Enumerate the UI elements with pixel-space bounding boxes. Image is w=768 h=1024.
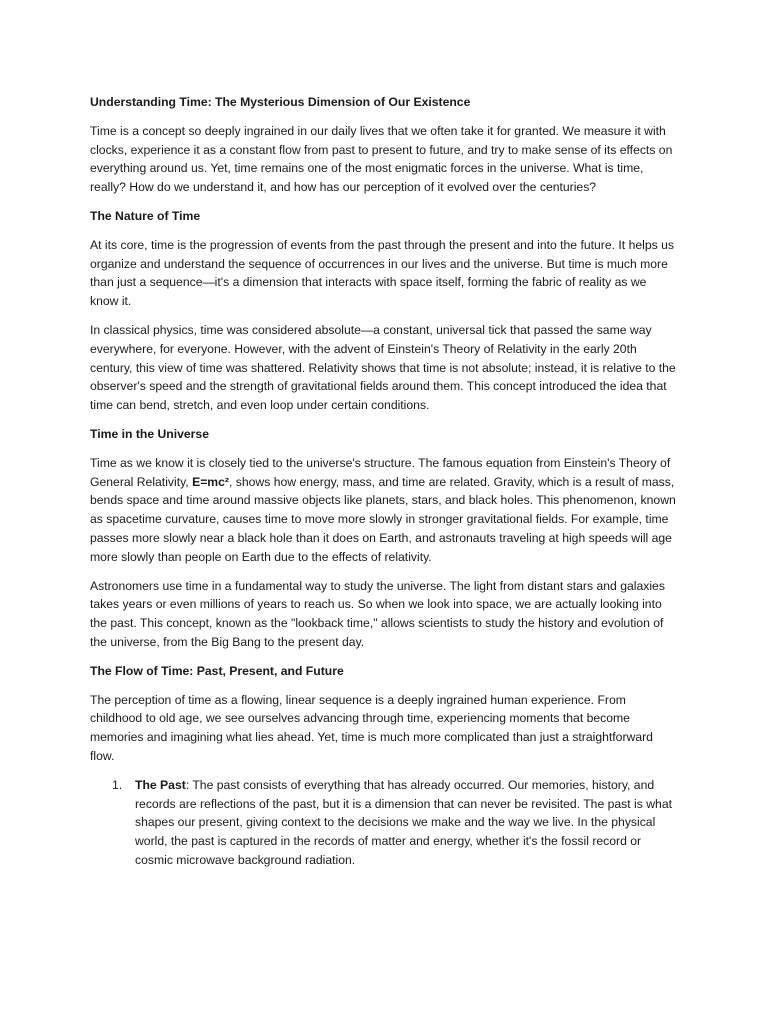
nature-paragraph-1: At its core, time is the progression of events from the past through the present and into the future. It helps us organize and understand the sequence of occurrences in our lives and the universe. But time is much more than just a sequence—it's a dimension that interacts with space itself, forming the fabric of reality as we know it. <box>90 237 674 309</box>
flow-paragraph-1: The perception of time as a flowing, linear sequence is a deeply ingrained human experience. From childhood to old age, we see ourselves advancing through time, experiencing moments that become memories and imagining what lies ahead. Yet, time is much more complicated than just a straightforward flow. <box>90 692 653 763</box>
nature-paragraph-2: In classical physics, time was considered absolute—a constant, universal tick that passed the same way everywhere, for everyone. However, with the advent of Einstein's Theory of Relativity in the early 20th century, this view of time was shattered. Relativity shows that time is not absolute; instead, it is relative to the observer's speed and the strength of gravitational fields around them. This concept introduced the idea that time can bend, stretch, and even loop under certain conditions. <box>90 322 676 413</box>
list-item <box>90 776 678 870</box>
section-heading-flow-of-time: The Flow of Time: Past, Present, and Future <box>90 663 344 678</box>
intro-paragraph: Time is a concept so deeply ingrained in our daily lives that we often take it for granted. We measure it with clocks, experience it as a constant flow from past to present to future, and try to make sense of its effects on everything around us. Yet, time remains one of the most enigmatic forces in the universe. What is time, really? How do we understand it, and how has our perception of it evolved over the centuries? <box>90 123 673 195</box>
list-item-text: : The past consists of everything that has already occurred. Our memories, history, and records are reflections of the past, but it is a dimension that can never be revisited. The past is what shapes our present, giving context to the decisions we make and the way we live. In the physical world, the past is captured in the records of matter and energy, whether it's the fossil record or cosmic microwave background radiation. <box>135 777 672 867</box>
time-list <box>90 776 678 870</box>
list-item-number: 1. <box>112 777 123 792</box>
universe-paragraph-1 <box>90 454 678 567</box>
universe-p1-before: Time as we know it is closely tied to the universe's structure. The famous equation from Einstein's Theory of General Relativity, <box>90 455 671 489</box>
equation-text: E=mc² <box>192 474 229 489</box>
section-heading-nature-of-time: The Nature of Time <box>90 208 201 223</box>
list-item-term: The Past <box>135 777 186 792</box>
document-title: Understanding Time: The Mysterious Dimension of Our Existence <box>90 95 471 109</box>
section-heading-time-in-universe: Time in the Universe <box>90 426 209 441</box>
universe-p1-after: , shows how energy, mass, and time are related. Gravity, which is a result of mass, bends space and time around massive objects like planets, stars, and black holes. This phenomenon, known as spacetime curvature, causes time to move more slowly in stronger gravitational fields. For example, time passes more slowly near a black hole than it does on Earth, and astronauts traveling at high speeds will age more slowly than people on Earth due to the effects of relativity. <box>90 474 676 564</box>
universe-paragraph-2: Astronomers use time in a fundamental way to study the universe. The light from distant stars and galaxies takes years or even millions of years to reach us. So when we look into space, we are actually looking into the past. This concept, known as the "lookback time," allows scientists to study the history and evolution of the universe, from the Big Bang to the present day. <box>90 578 665 649</box>
